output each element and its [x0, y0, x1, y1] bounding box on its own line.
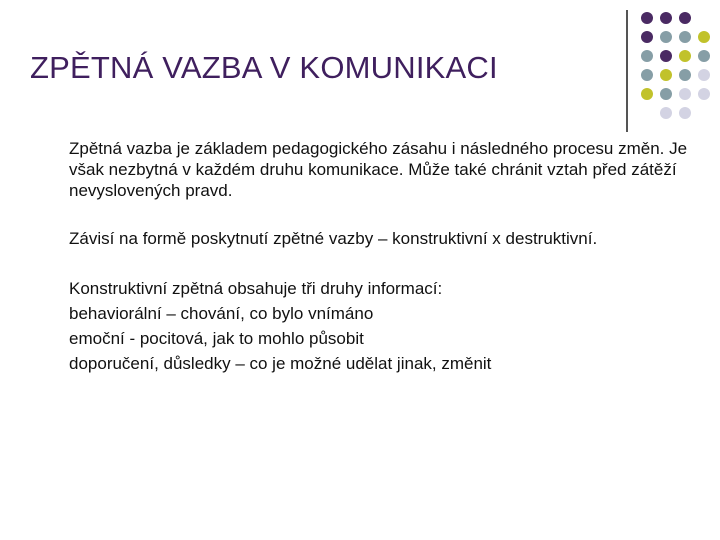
decor-dot — [698, 31, 710, 43]
paragraph-feedback-form: Závisí na formě poskytnutí zpětné vazby – konstruktivní x destruktivní. — [69, 229, 598, 248]
decor-dot — [698, 88, 710, 100]
decorative-dot-grid — [0, 0, 720, 140]
decor-dot — [641, 12, 653, 24]
decor-dot — [679, 12, 691, 24]
list-item: behaviorální – chování, co bylo vnímáno — [69, 304, 374, 323]
decor-dot — [660, 50, 672, 62]
decor-dot — [641, 31, 653, 43]
decor-dot — [660, 88, 672, 100]
decor-dot — [641, 69, 653, 81]
paragraph-feedback-basis: Zpětná vazba je základem pedagogického zásahu i následného procesu změn. Je však nezbytná v každém druhu komunikace. Může také chránit vztah před zátěží nevyslovených pravd. — [69, 139, 688, 200]
decor-dot — [660, 107, 672, 119]
decor-dot — [641, 50, 653, 62]
decor-dot — [660, 12, 672, 24]
decor-dot — [660, 69, 672, 81]
decor-dot — [698, 69, 710, 81]
decor-dot — [679, 31, 691, 43]
decor-dot — [679, 107, 691, 119]
decor-dot — [679, 69, 691, 81]
slide-title: ZPĚTNÁ VAZBA V KOMUNIKACI — [30, 50, 498, 85]
decor-dot — [660, 31, 672, 43]
decor-dot — [698, 50, 710, 62]
list-intro: Konstruktivní zpětná obsahuje tři druhy informací: — [69, 279, 443, 298]
decor-dot — [679, 88, 691, 100]
slide-body — [69, 138, 699, 376]
list-item: emoční - pocitová, jak to mohlo působit — [69, 329, 364, 348]
decor-dot — [679, 50, 691, 62]
list-item: doporučení, důsledky – co je možné udělat jinak, změnit — [69, 354, 492, 373]
decor-dot — [641, 88, 653, 100]
